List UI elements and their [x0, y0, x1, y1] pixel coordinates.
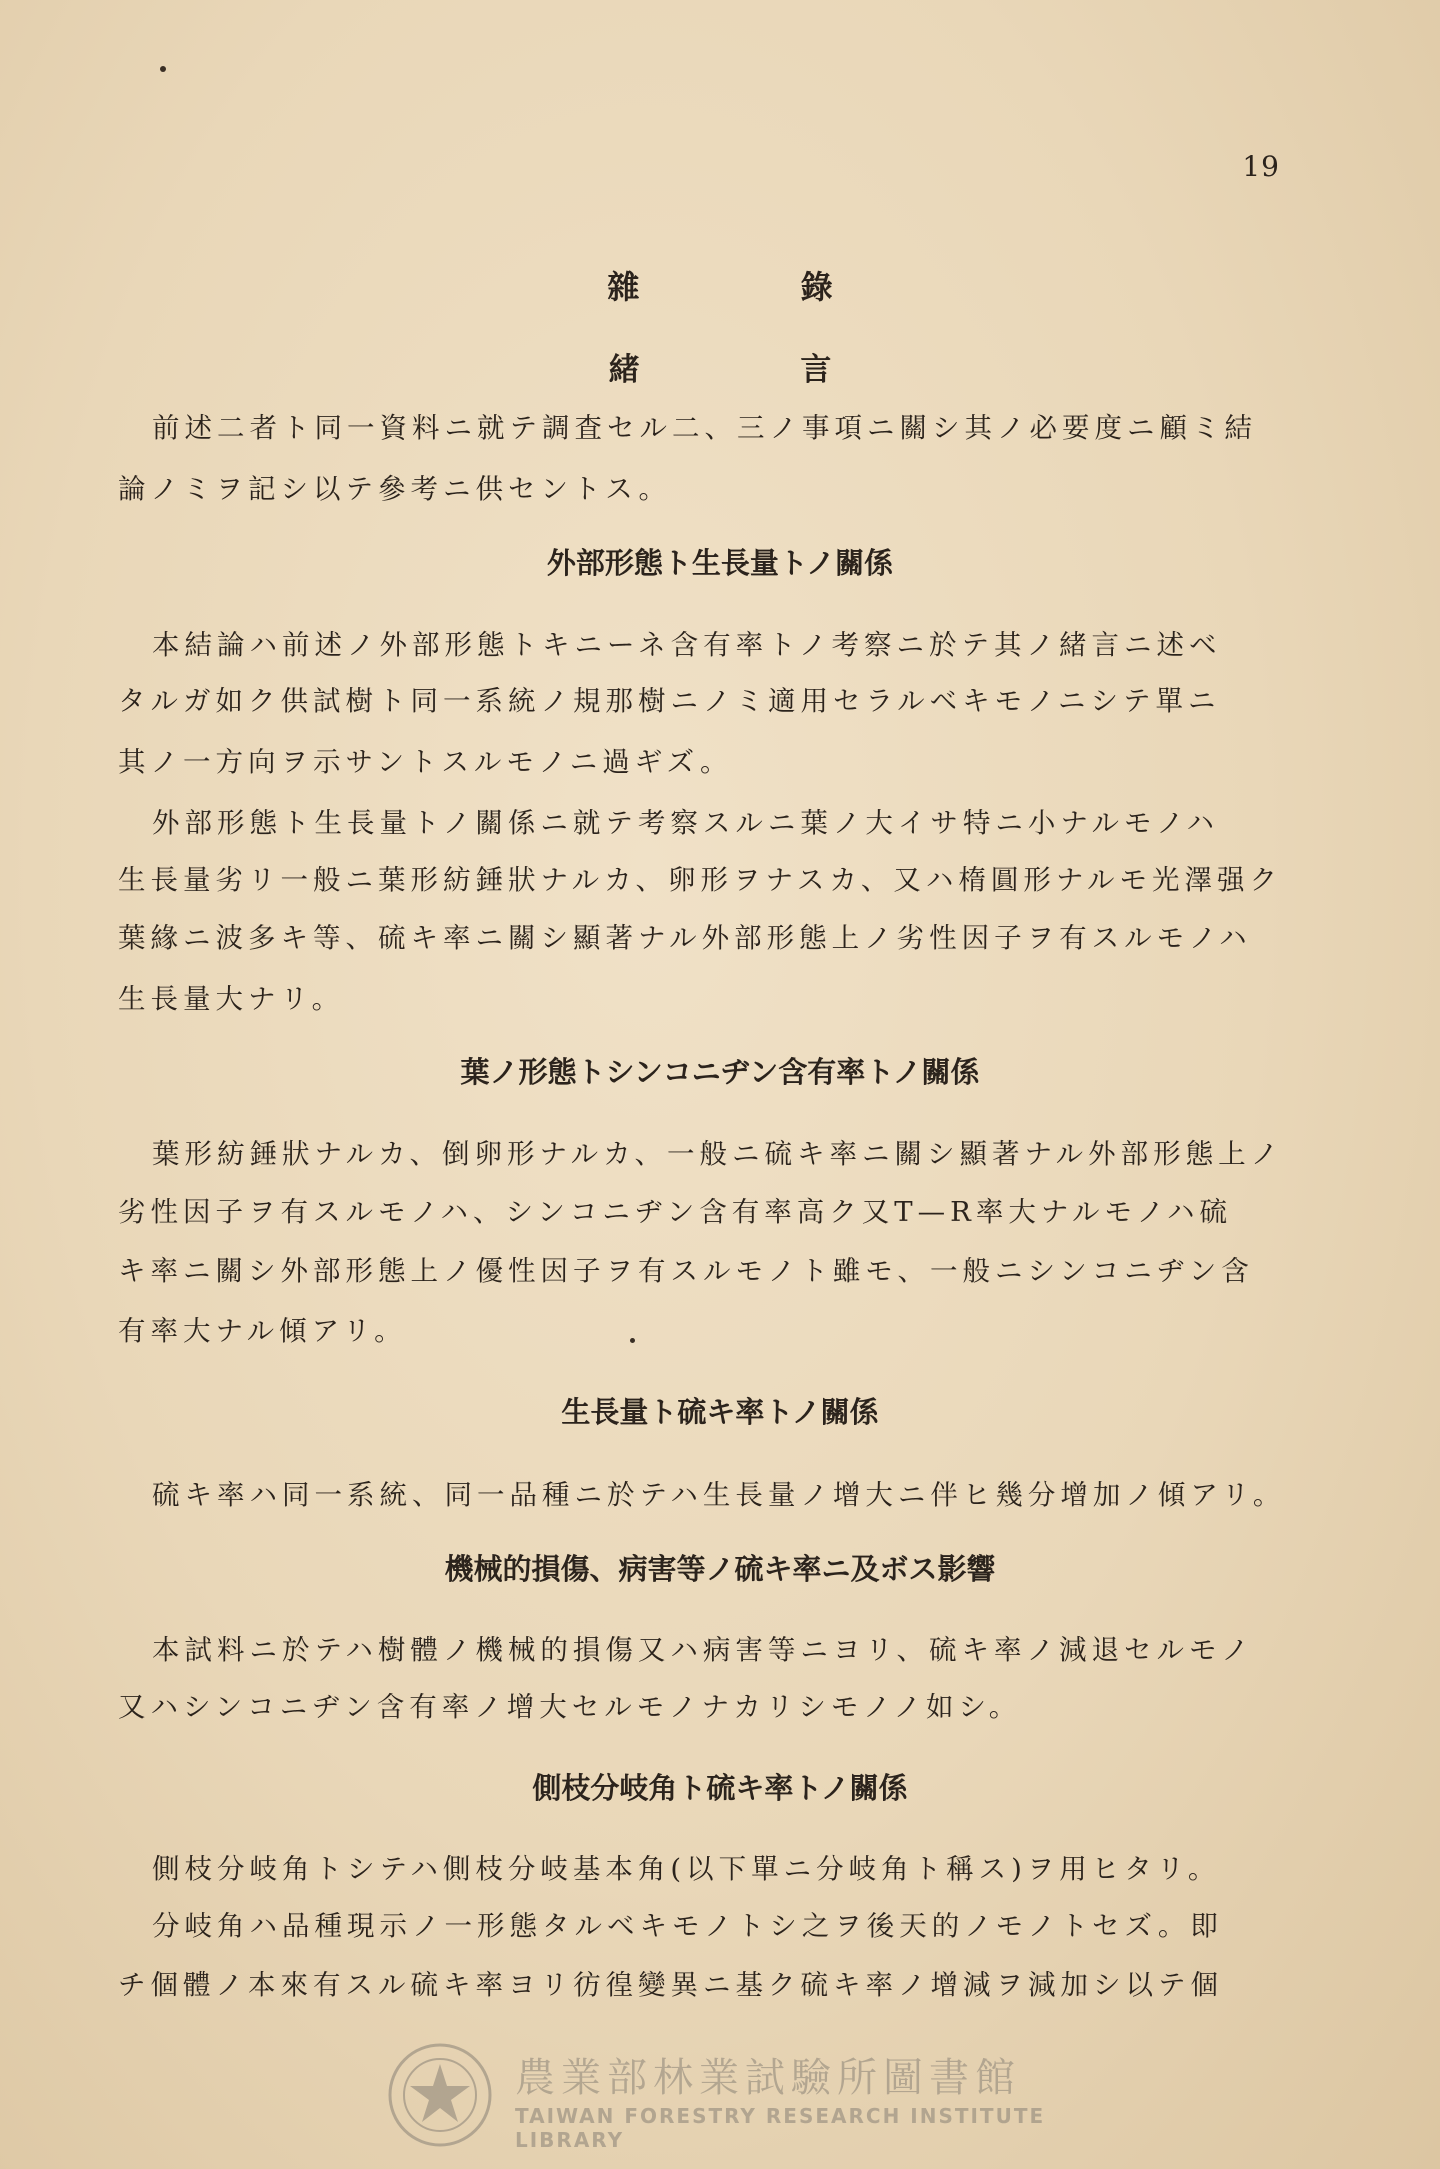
speck [160, 66, 166, 72]
section-heading: 外部形態ト生長量トノ關係 [546, 546, 894, 580]
watermark-name-cn: 農業部林業試驗所圖書館 [515, 2055, 1021, 2101]
body-line: 葉形紡錘狀ナルカ、倒卵形ナルカ、一般ニ硫キ率ニ關シ顯著ナル外部形態上ノ [152, 1138, 1284, 1170]
body-line: 外部形態ト生長量トノ關係ニ就テ考察スルニ葉ノ大イサ特ニ小ナルモノハ [152, 807, 1219, 839]
body-line: キ率ニ關シ外部形態上ノ優性因子ヲ有スルモノト雖モ、一般ニシンコニヂン含 [118, 1255, 1254, 1287]
page-title: 雜 錄 [607, 268, 833, 306]
body-line: 側枝分岐角トシテハ側枝分岐基本角(以下單ニ分岐角ト稱ス)ヲ用ヒタリ。 [152, 1853, 1221, 1885]
body-line: 又ハシンコニヂン含有率ノ增大セルモノナカリシモノノ如シ。 [118, 1691, 1022, 1723]
body-line: 有率大ナル傾アリ。 [118, 1315, 407, 1347]
body-line: 葉緣ニ波多キ等、硫キ率ニ關シ顯著ナル外部形態上ノ劣性因子ヲ有スルモノハ [118, 922, 1252, 954]
library-seal-icon [385, 2040, 495, 2150]
body-line: 硫キ率ハ同一系統、同一品種ニ於テハ生長量ノ增大ニ伴ヒ幾分增加ノ傾アリ。 [152, 1479, 1286, 1511]
body-line: チ個體ノ本來有スル硫キ率ヨリ彷徨變異ニ基ク硫キ率ノ增減ヲ減加シ以テ個 [118, 1969, 1223, 2001]
body-line: 本結論ハ前述ノ外部形態トキニーネ含有率トノ考察ニ於テ其ノ緒言ニ述ベ [152, 629, 1222, 661]
intro-line: 論ノミヲ記シ以テ參考ニ供セントス。 [118, 473, 672, 505]
page-subtitle: 緒 言 [608, 352, 832, 388]
section-heading: 生長量ト硫キ率トノ關係 [561, 1395, 879, 1429]
body-line: 生長量大ナリ。 [118, 983, 345, 1015]
body-line: 劣性因子ヲ有スルモノハ、シンコニヂン含有率高ク又T—R率大ナルモノハ硫 [118, 1196, 1232, 1228]
body-line: タルガ如ク供試樹ト同一系統ノ規那樹ニノミ適用セラルベキモノニシテ單ニ [118, 685, 1221, 717]
library-watermark [385, 2040, 1085, 2150]
body-line: 分岐角ハ品種現示ノ一形態タルベキモノトシ之ヲ後天的ノモノトセズ。即 [152, 1910, 1223, 1942]
section-heading: 側枝分岐角ト硫キ率トノ關係 [532, 1771, 908, 1805]
body-line: 本試料ニ於テハ樹體ノ機械的損傷又ハ病害等ニヨリ、硫キ率ノ減退セルモノ [152, 1634, 1254, 1666]
intro-line: 前述二者ト同一資料ニ就テ調査セル二、三ノ事項ニ關シ其ノ必要度ニ顧ミ結 [152, 412, 1257, 444]
body-line: 生長量劣リ一般ニ葉形紡錘狀ナルカ、卵形ヲナスカ、又ハ楕圓形ナルモ光澤强ク [118, 864, 1282, 896]
page-number: 19 [1242, 150, 1280, 183]
section-heading: 葉ノ形態トシンコニヂン含有率トノ關係 [460, 1055, 980, 1089]
watermark-name-en: TAIWAN FORESTRY RESEARCH INSTITUTE LIBRARY [515, 2104, 1046, 2152]
section-heading: 機械的損傷、病害等ノ硫キ率ニ及ボス影響 [444, 1552, 996, 1586]
body-line: 其ノ一方向ヲ示サントスルモノニ過ギズ。 [118, 746, 733, 778]
